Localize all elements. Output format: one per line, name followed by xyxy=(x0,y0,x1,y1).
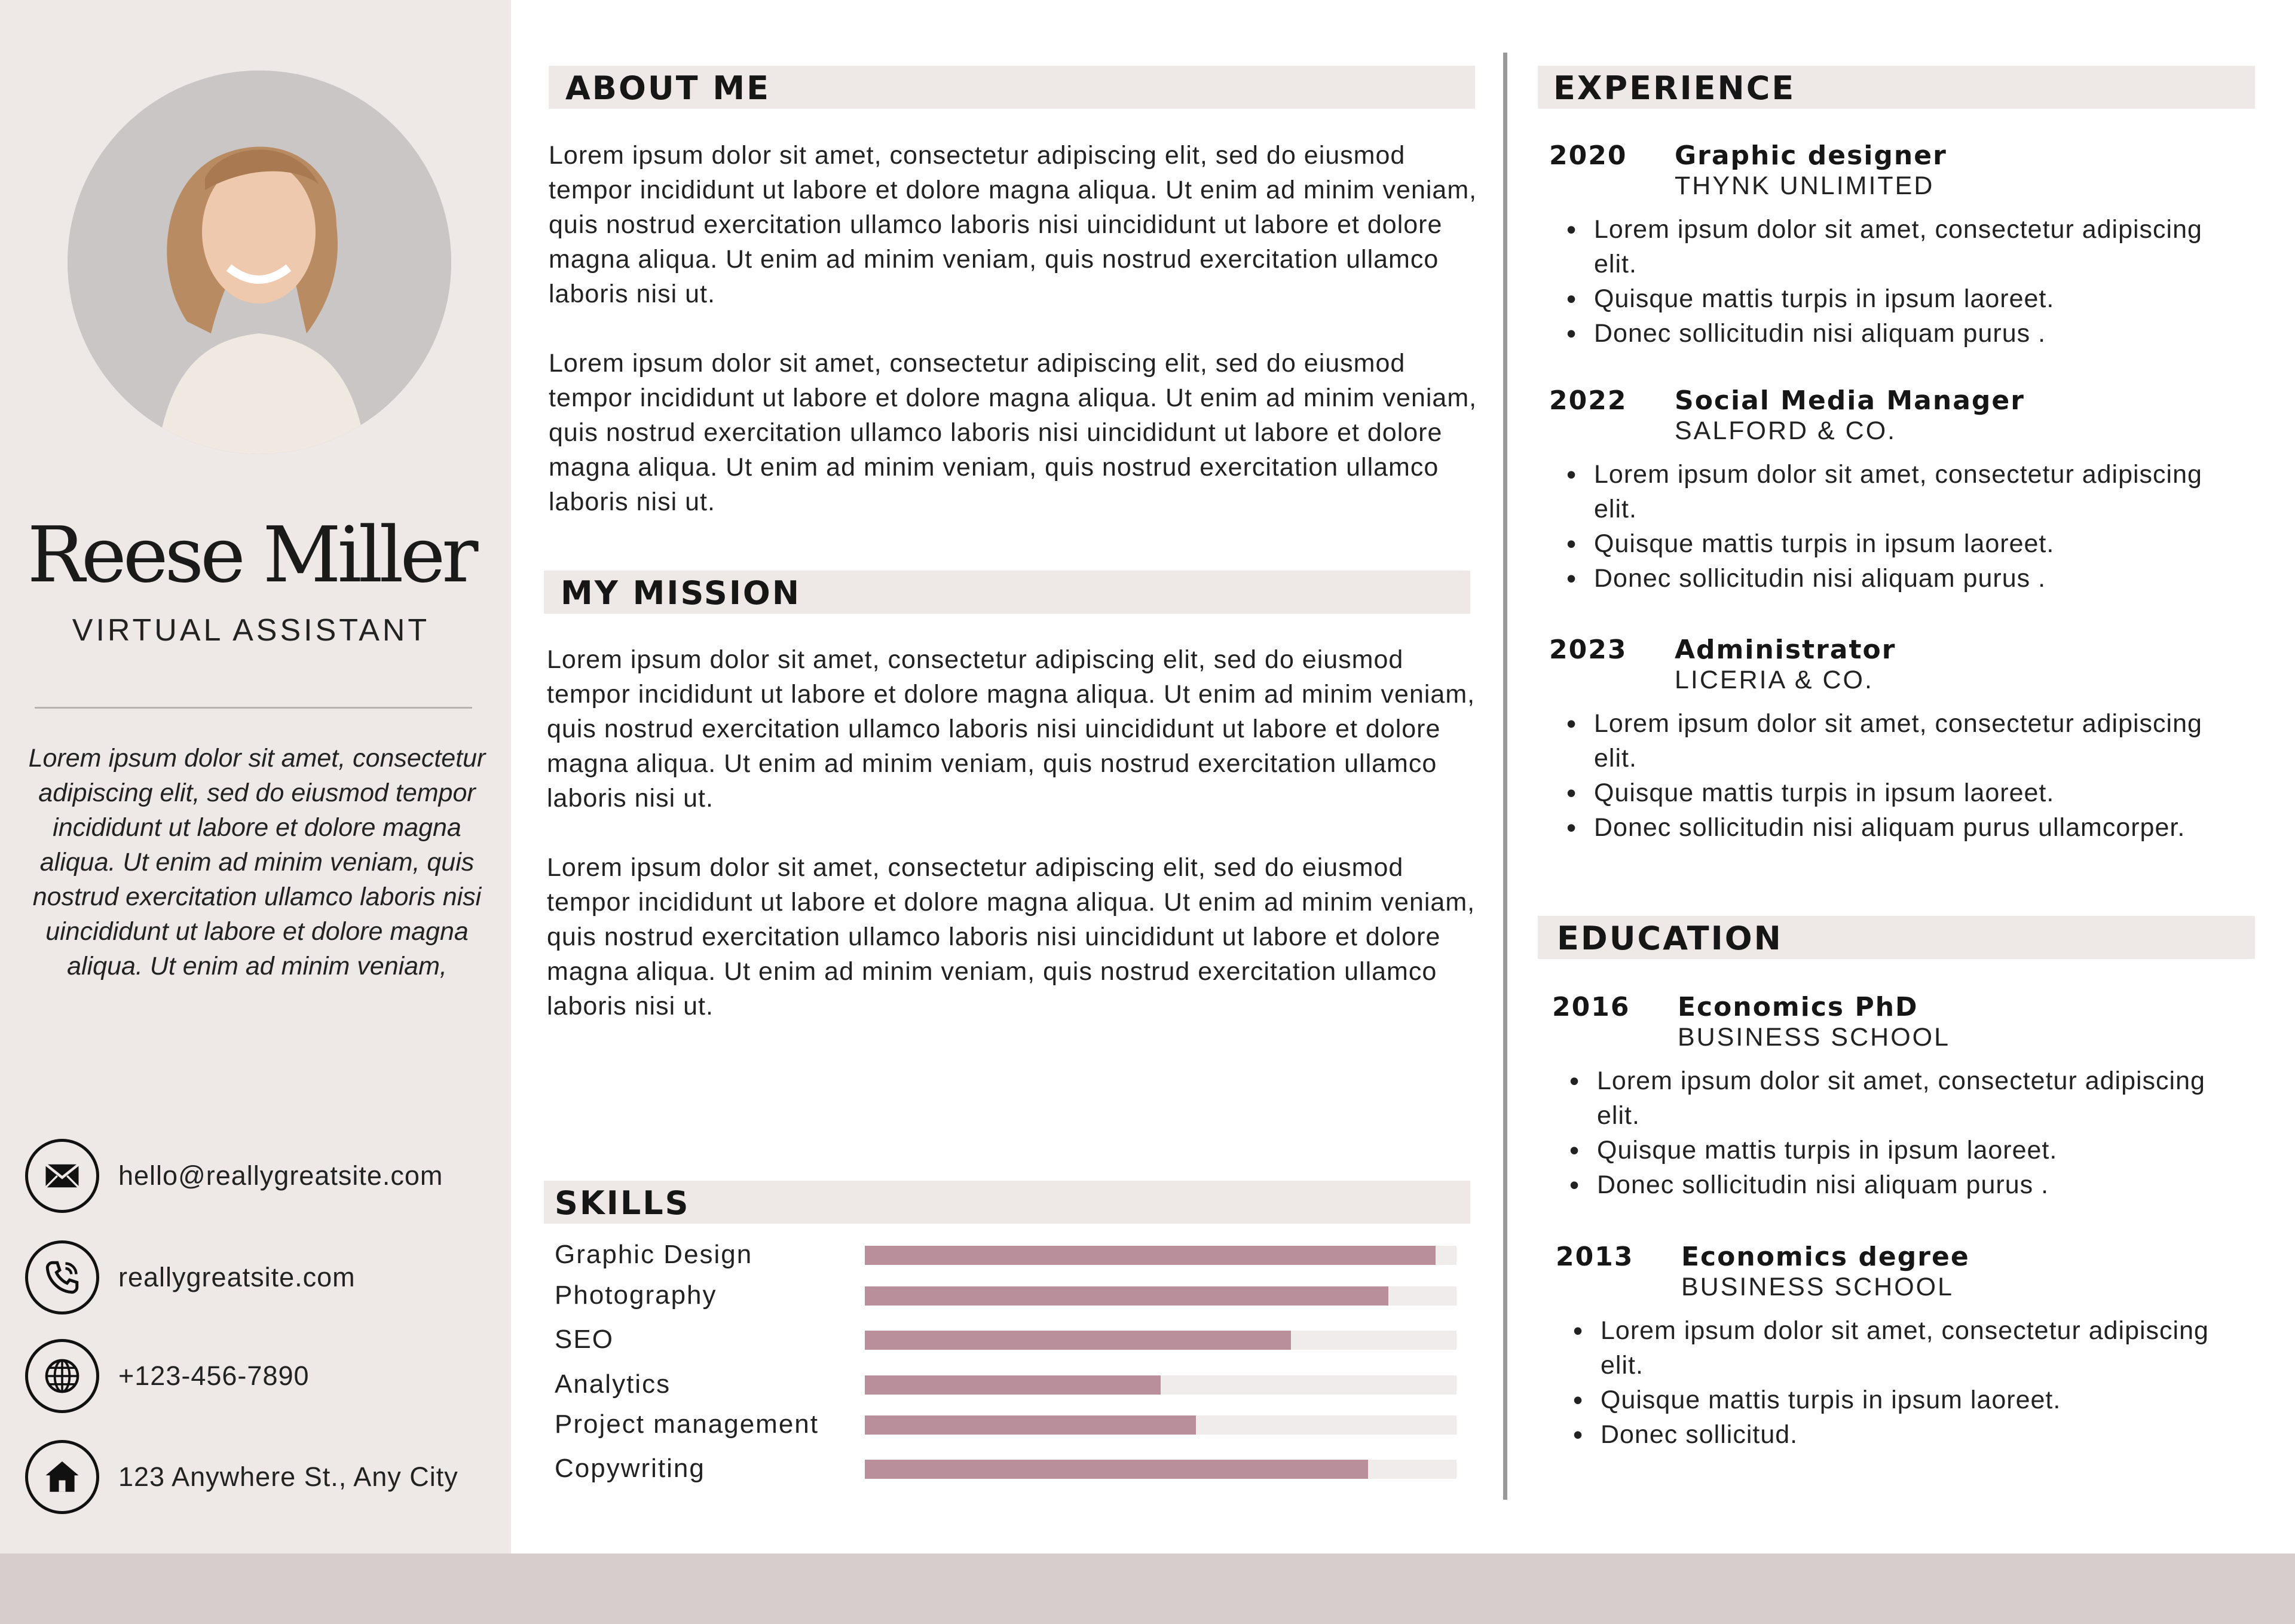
skill-label: Project management xyxy=(555,1409,819,1439)
skill-row xyxy=(555,1454,1457,1484)
person-name: Reese Miller xyxy=(27,511,475,600)
bullet-item: • Quisque mattis turpis in ipsum laoreet. xyxy=(1597,1133,2207,1168)
globe-icon xyxy=(25,1339,99,1413)
sidebar xyxy=(0,0,511,1553)
entry-year: 2013 xyxy=(1556,1242,1634,1272)
entry-bullets xyxy=(1601,1313,2210,1452)
entry-year: 2020 xyxy=(1549,140,1627,171)
bullet-item: • Lorem ipsum dolor sit amet, consectetur adipiscing elit. xyxy=(1597,1064,2207,1133)
entry-year: 2022 xyxy=(1549,385,1627,416)
entry-title: Economics PhD xyxy=(1678,992,1918,1022)
skill-track xyxy=(865,1460,1456,1479)
entry-organization: THYNK UNLIMITED xyxy=(1675,171,1935,200)
skill-track xyxy=(865,1246,1456,1265)
about-heading-bar xyxy=(549,66,1475,109)
skill-row xyxy=(555,1409,1457,1439)
entry-bullets xyxy=(1597,1064,2207,1202)
education-heading-bar xyxy=(1538,916,2255,959)
skill-row xyxy=(555,1369,1457,1399)
skill-track xyxy=(865,1415,1456,1435)
footer-band xyxy=(0,1553,2295,1624)
mission-heading-bar xyxy=(544,571,1470,614)
entry-title: Administrator xyxy=(1675,635,1896,665)
contact-phone[interactable] xyxy=(25,1339,310,1413)
mission-heading: MY MISSION xyxy=(561,574,801,612)
contact-website-text: reallygreatsite.com xyxy=(118,1262,356,1292)
sidebar-divider xyxy=(35,707,472,709)
skill-track xyxy=(865,1286,1456,1306)
skill-label: Copywriting xyxy=(555,1454,705,1483)
experience-heading-bar xyxy=(1538,66,2255,109)
contact-address[interactable] xyxy=(25,1440,458,1514)
education-heading: EDUCATION xyxy=(1557,920,1783,957)
bullet-item: • Donec sollicitudin nisi aliquam purus . xyxy=(1594,561,2204,596)
contact-website[interactable] xyxy=(25,1240,356,1314)
entry-organization: LICERIA & CO. xyxy=(1675,666,1874,694)
envelope-icon xyxy=(25,1139,99,1213)
bullet-item: • Quisque mattis turpis in ipsum laoreet. xyxy=(1594,776,2204,810)
skill-row xyxy=(555,1325,1457,1355)
skills-heading: SKILLS xyxy=(555,1184,690,1222)
contact-email[interactable] xyxy=(25,1139,443,1213)
mission-paragraph-2: Lorem ipsum dolor sit amet, consectetur adipiscing elit, sed do eiusmod tempor incididunt ut labore et dolore magna aliqua. Ut enim ad minim veniam, quis nostrud exercitation ullamco laboris nisi uincididunt ut labore et dolore magna aliqua. Ut enim ad minim veniam, quis nostrud exercitation ullamco laboris nisi ut. xyxy=(547,853,1476,1021)
entry-bullets xyxy=(1594,706,2204,845)
experience-heading: EXPERIENCE xyxy=(1553,69,1796,107)
entry-title: Economics degree xyxy=(1681,1242,1970,1272)
skills-heading-bar xyxy=(544,1181,1470,1224)
entry-organization: SALFORD & CO. xyxy=(1675,416,1897,445)
entry-title: Social Media Manager xyxy=(1675,385,2025,416)
bullet-item: • Lorem ipsum dolor sit amet, consectetur adipiscing elit. xyxy=(1594,457,2204,526)
column-divider xyxy=(1503,53,1507,1500)
bullet-item: • Donec sollicitudin nisi aliquam purus . xyxy=(1597,1168,2207,1202)
entry-bullets xyxy=(1594,457,2204,596)
skill-track xyxy=(865,1331,1456,1350)
contact-email-text: hello@reallygreatsite.com xyxy=(118,1160,443,1191)
bullet-item: • Lorem ipsum dolor sit amet, consectetur adipiscing elit. xyxy=(1594,212,2204,281)
entry-organization: BUSINESS SCHOOL xyxy=(1678,1023,1950,1052)
bullet-item: • Quisque mattis turpis in ipsum laoreet. xyxy=(1601,1383,2210,1417)
about-paragraph-2: Lorem ipsum dolor sit amet, consectetur adipiscing elit, sed do eiusmod tempor incididunt ut labore et dolore magna aliqua. Ut enim ad minim veniam, quis nostrud exercitation ullamco laboris nisi uincididunt ut labore et dolore magna aliqua. Ut enim ad minim veniam, quis nostrud exercitation ullamco laboris nisi ut. xyxy=(549,349,1477,516)
bullet-item: • Lorem ipsum dolor sit amet, consectetur adipiscing elit. xyxy=(1594,706,2204,776)
skill-label: SEO xyxy=(555,1325,614,1354)
about-heading: ABOUT ME xyxy=(565,69,770,107)
skill-track xyxy=(865,1375,1456,1395)
entry-organization: BUSINESS SCHOOL xyxy=(1681,1273,1954,1301)
phone-icon xyxy=(25,1240,99,1314)
entry-year: 2023 xyxy=(1549,635,1627,665)
bullet-item: • Donec sollicitud. xyxy=(1601,1417,2210,1452)
entry-title: Graphic designer xyxy=(1675,140,1947,171)
bio-text: Lorem ipsum dolor sit amet, consectetur adipiscing elit, sed do eiusmod tempor incididunt ut labore et dolore magna aliqua. Ut enim ad minim veniam, quis nostrud exercitation ullamco laboris nisi uincididunt ut labore et dolore magna aliqua. Ut enim ad minim veniam, xyxy=(28,744,486,980)
skill-bar xyxy=(865,1246,1436,1265)
bullet-item: • Donec sollicitudin nisi aliquam purus ullamcorper. xyxy=(1594,810,2204,845)
home-icon xyxy=(25,1440,99,1514)
bullet-item: • Quisque mattis turpis in ipsum laoreet. xyxy=(1594,526,2204,561)
person-role: VIRTUAL ASSISTANT xyxy=(72,613,430,648)
skill-bar xyxy=(865,1415,1196,1435)
skill-row xyxy=(555,1240,1457,1270)
contact-phone-text: +123-456-7890 xyxy=(118,1361,310,1391)
bullet-item: • Quisque mattis turpis in ipsum laoreet. xyxy=(1594,281,2204,316)
skill-label: Analytics xyxy=(555,1369,671,1399)
entry-year: 2016 xyxy=(1552,992,1630,1022)
skill-bar xyxy=(865,1460,1368,1479)
contact-address-text: 123 Anywhere St., Any City xyxy=(118,1461,458,1492)
mission-paragraph-1: Lorem ipsum dolor sit amet, consectetur adipiscing elit, sed do eiusmod tempor incididunt ut labore et dolore magna aliqua. Ut enim ad minim veniam, quis nostrud exercitation ullamco laboris nisi uincididunt ut labore et dolore magna aliqua. Ut enim ad minim veniam, quis nostrud exercitation ullamco laboris nisi ut. xyxy=(547,645,1476,813)
profile-photo-illustration xyxy=(68,71,451,454)
profile-photo xyxy=(68,71,451,454)
about-paragraph-1: Lorem ipsum dolor sit amet, consectetur adipiscing elit, sed do eiusmod tempor incididunt ut labore et dolore magna aliqua. Ut enim ad minim veniam, quis nostrud exercitation ullamco laboris nisi uincididunt ut labore et dolore magna aliqua. Ut enim ad minim veniam, quis nostrud exercitation ullamco laboris nisi ut. xyxy=(549,141,1477,308)
skill-label: Graphic Design xyxy=(555,1240,753,1269)
bullet-item: • Donec sollicitudin nisi aliquam purus . xyxy=(1594,316,2204,351)
skill-bar xyxy=(865,1375,1161,1395)
skill-bar xyxy=(865,1331,1291,1350)
entry-bullets xyxy=(1594,212,2204,351)
skill-label: Photography xyxy=(555,1280,717,1310)
skill-row xyxy=(555,1280,1457,1310)
skill-bar xyxy=(865,1286,1388,1306)
bullet-item: • Lorem ipsum dolor sit amet, consectetur adipiscing elit. xyxy=(1601,1313,2210,1383)
